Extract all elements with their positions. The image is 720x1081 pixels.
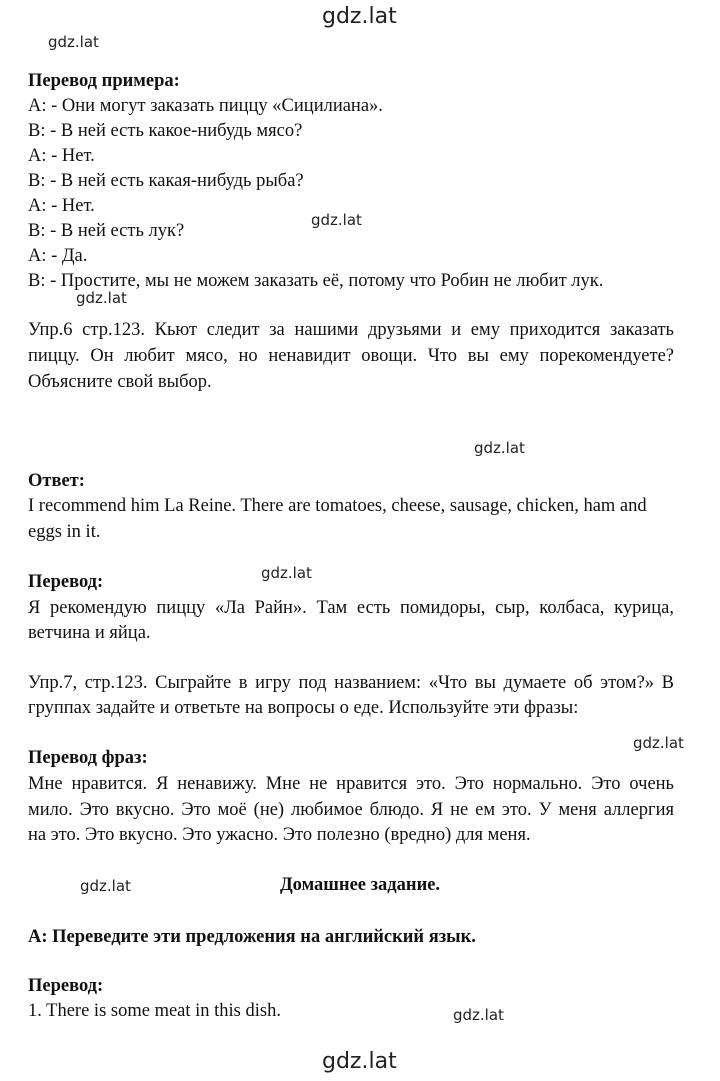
- watermark-top: gdz.lat: [322, 4, 397, 29]
- watermark: gdz.lat: [80, 877, 131, 895]
- dialogue-line: A: - Нет.: [28, 146, 95, 166]
- homework-translation-heading: Перевод:: [28, 976, 104, 996]
- example-heading: Перевод примера:: [28, 71, 180, 91]
- phrases-heading: Перевод фраз:: [28, 748, 148, 768]
- watermark: gdz.lat: [261, 564, 312, 582]
- watermark: gdz.lat: [453, 1006, 504, 1024]
- homework-item: 1. There is some meat in this dish.: [28, 1001, 281, 1021]
- watermark-bottom: gdz.lat: [322, 1049, 397, 1074]
- watermark: gdz.lat: [311, 211, 362, 229]
- translation-line: Я рекомендую пиццу «Ла Райн». Там есть помидоры, сыр, колбаса, курица,: [28, 598, 674, 618]
- homework-title: Домашнее задание.: [279, 875, 441, 895]
- answer-line: eggs in it.: [28, 522, 101, 542]
- dialogue-line: A: - Нет.: [28, 196, 95, 216]
- exercise-6-line: пиццу. Он любит мясо, но ненавидит овощи. Что вы ему порекомендуете?: [28, 346, 674, 366]
- exercise-6-line: Объясните свой выбор.: [28, 372, 212, 392]
- watermark: gdz.lat: [633, 734, 684, 752]
- dialogue-line: A: - Да.: [28, 246, 88, 266]
- phrases-line: мило. Это вкусно. Это моё (не) любимое блюдо. Я не ем это. У меня аллергия: [28, 800, 674, 820]
- watermark: gdz.lat: [474, 439, 525, 457]
- answer-heading: Ответ:: [28, 471, 85, 491]
- phrases-line: Мне нравится. Я ненавижу. Мне не нравится это. Это нормально. Это очень: [28, 774, 674, 794]
- dialogue-line: B: - В ней есть какая-нибудь рыба?: [28, 171, 304, 191]
- dialogue-line: B: - В ней есть лук?: [28, 221, 185, 241]
- dialogue-line: A: - Они могут заказать пиццу «Сицилиана».: [28, 96, 383, 116]
- watermark: gdz.lat: [48, 33, 99, 51]
- translation-heading: Перевод:: [28, 572, 104, 592]
- answer-line: I recommend him La Reine. There are tomatoes, cheese, sausage, chicken, ham and: [28, 496, 647, 516]
- exercise-7-line: группах задайте и ответьте на вопросы о еде. Используйте эти фразы:: [28, 698, 579, 718]
- exercise-6-line: Упр.6 стр.123. Кьют следит за нашими друзьями и ему приходится заказать: [28, 320, 674, 340]
- task-a-heading: A: Переведите эти предложения на английский язык.: [28, 927, 476, 947]
- dialogue-line: B: - В ней есть какое-нибудь мясо?: [28, 121, 303, 141]
- translation-line: ветчина и яйца.: [28, 623, 151, 643]
- dialogue-line: B: - Простите, мы не можем заказать её, потому что Робин не любит лук.: [28, 271, 604, 291]
- watermark: gdz.lat: [76, 289, 127, 307]
- exercise-7-line: Упр.7, стр.123. Сыграйте в игру под названием: «Что вы думаете об этом?» В: [28, 673, 674, 693]
- phrases-line: на это. Это вкусно. Это ужасно. Это полезно (вредно) для меня.: [28, 825, 531, 845]
